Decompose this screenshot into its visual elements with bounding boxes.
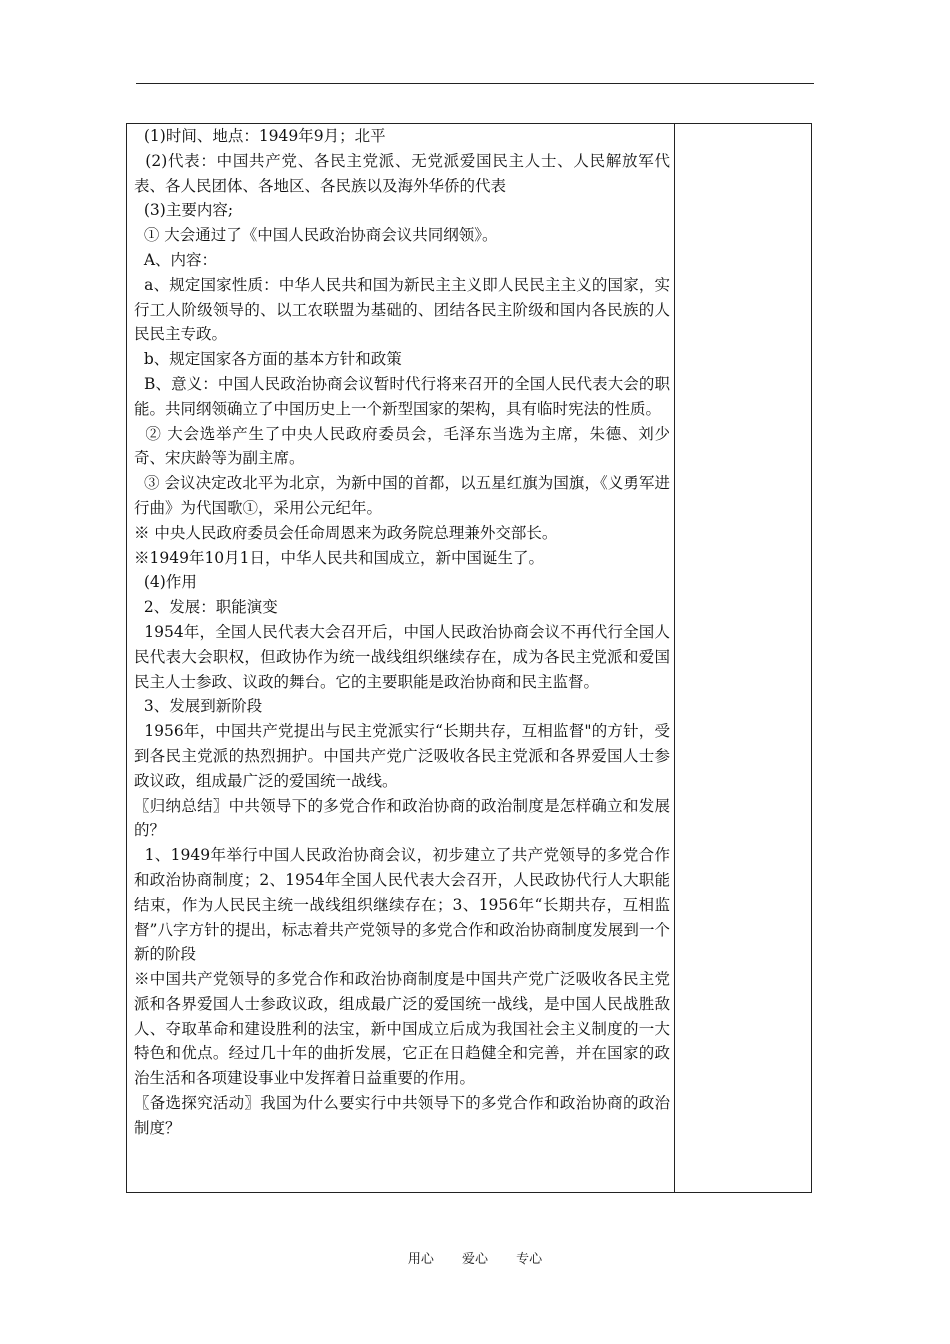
table-column-divider <box>674 123 675 1193</box>
line-development-heading: 2、发展：职能演变 <box>134 598 278 617</box>
line-summary-question: 〖归纳总结〗中共领导下的多党合作和政治协商的政治制度是怎样确立和发展的？ <box>134 796 670 840</box>
line-1954: 1954年，全国人民代表大会召开后，中国人民政治协商会议不再代行全国人民代表大会职权，但政协作为统一战线组织继续存在，成为各民主党派和爱国民主人士参政、议政的舞台。它的主要职能是政治协商和民主监督。 <box>134 622 670 691</box>
line-1956: 1956年，中国共产党提出与民主党派实行“长期共存，互相监督"的方针，受到各民主党派的热烈拥护。中国共产党广泛吸收各民主党派和各界爱国人士参政议政，组成最广泛的爱国统一战线。 <box>134 722 670 790</box>
line-government-council: ② 大会选举产生了中央人民政府委员会，毛泽东当选为主席，朱德、刘少奇、宋庆龄等为副主席。 <box>134 424 670 468</box>
line-role: (4)作用 <box>134 573 197 592</box>
line-basic-policies: b、规定国家各方面的基本方针和政策 <box>134 350 402 369</box>
line-content-heading: A、内容： <box>134 250 218 269</box>
line-common-program: ① 大会通过了《中国人民政治协商会议共同纲领》。 <box>134 226 498 245</box>
line-significance: B、意义：中国人民政治协商会议暂时代行将来召开的全国人民代表大会的职能。共同纲领确立了中国历史上一个新型国家的架构，具有临时宪法的性质。 <box>134 374 670 418</box>
line-premier-appointment: ※ 中央人民政府委员会任命周恩来为政务院总理兼外交部长。 <box>134 523 558 542</box>
footer-word-3: 专心 <box>516 1252 543 1267</box>
footer-word-1: 用心 <box>407 1252 434 1267</box>
line-founding: ※1949年10月1日，中华人民共和国成立，新中国诞生了。 <box>134 548 545 567</box>
line-time-place: (1)时间、地点：1949年9月；北平 <box>134 127 386 145</box>
line-state-nature: a、规定国家性质：中华人民共和国为新民主主义即人民民主主义的国家，实行工人阶级领导的、以工农联盟为基础的、团结各民主阶级和国内各民族的人民民主专政。 <box>134 275 670 344</box>
line-representatives: (2)代表：中国共产党、各民主党派、无党派爱国民主人士、人民解放军代表、各人民团体、各地区、各民族以及海外华侨的代表 <box>134 151 670 195</box>
footer-word-2: 爱心 <box>461 1252 488 1267</box>
line-system-note: ※中国共产党领导的多党合作和政治协商制度是中国共产党广泛吸收各民主党派和各界爱国人士参政议政，组成最广泛的爱国统一战线，是中国人民战胜敌人、夺取革命和建设胜利的法宝，新中国成立后成为我国社会主义制度的一大特色和优点。经过几十年的曲折发展，它正在日趋健全和完善，并在国家的政治生活和各项建设事业中发挥着日益重要的作用。 <box>134 970 670 1088</box>
line-optional-activity: 〖备选探究活动〗我国为什么要实行中共领导下的多党合作和政治协商的政治制度？ <box>134 1094 670 1137</box>
page-footer <box>0 1248 950 1267</box>
line-main-content: (3)主要内容; <box>134 201 234 220</box>
line-new-stage-heading: 3、发展到新阶段 <box>134 697 263 716</box>
line-summary-answer: 1、1949年举行中国人民政治协商会议，初步建立了共产党领导的多党合作和政治协商制度；2、1954年全国人民代表大会召开，人民政协代行人大职能结束，作为人民民主统一战线组织继续存在；3、1956年“长期共存，互相监督”八字方针的提出，标志着共产党领导的多党合作和政治协商制度发展到一个新的阶段 <box>134 846 670 964</box>
line-capital-flag-anthem: ③ 会议决定改北平为北京，为新中国的首都，以五星红旗为国旗，《义勇军进行曲》为代国歌①，采用公元纪年。 <box>134 474 670 517</box>
header-rule <box>136 83 814 84</box>
table-main-cell <box>134 124 670 1141</box>
